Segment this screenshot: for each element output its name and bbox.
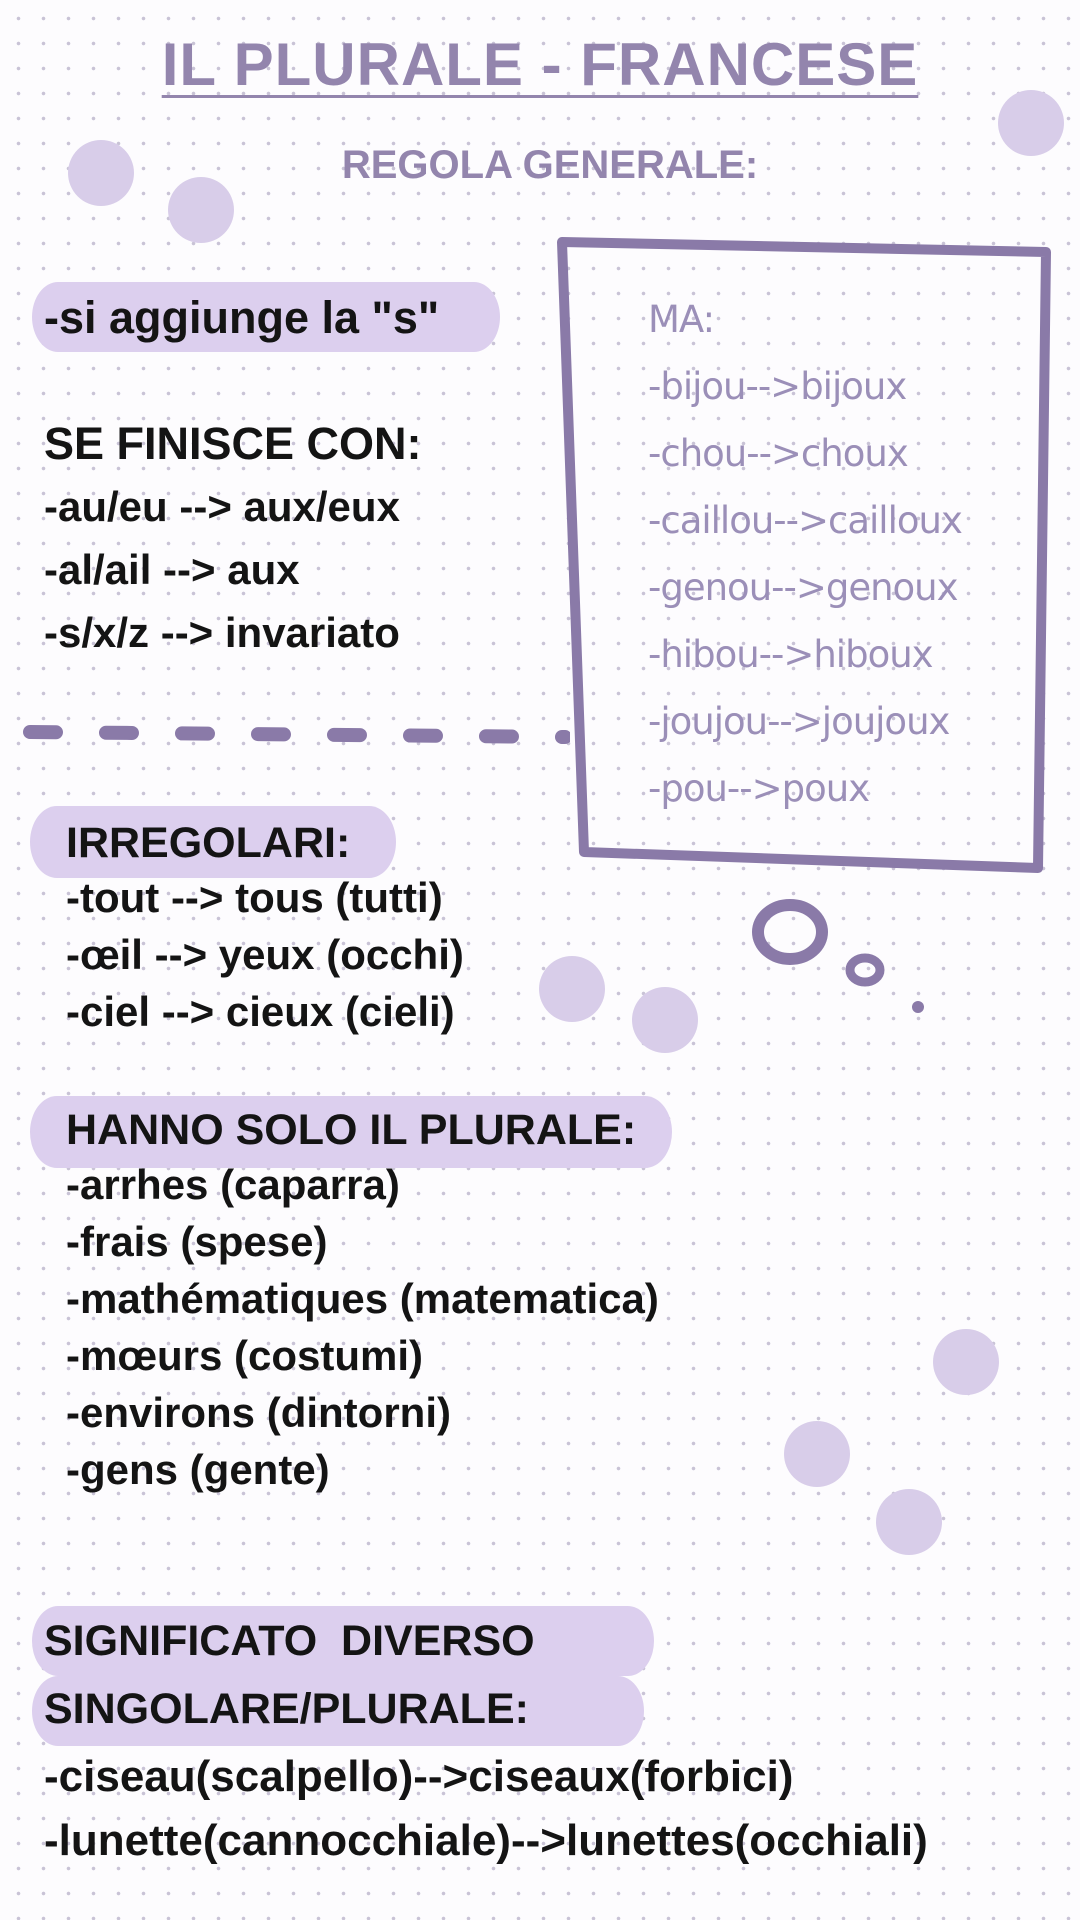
list-item: -lunette(cannocchiale)-->lunettes(occhiali)	[44, 1816, 928, 1865]
list-item: -environs (dintorni)	[66, 1389, 451, 1436]
list-item: -s/x/z --> invariato	[44, 609, 400, 656]
dashed-divider	[20, 720, 570, 750]
different-meaning-heading-line1: SIGNIFICATO DIVERSO	[44, 1617, 535, 1665]
section-subtitle: REGOLA GENERALE:	[341, 143, 759, 187]
list-item: -mœurs (costumi)	[66, 1332, 423, 1379]
decor-dot	[539, 956, 605, 1022]
general-rule: -si aggiunge la "s"	[44, 292, 440, 343]
list-item: -pou-->poux	[648, 767, 870, 810]
exceptions-heading: MA:	[648, 298, 715, 341]
thought-bubbles	[740, 890, 940, 1030]
decor-dot	[876, 1489, 942, 1555]
list-item: -ciel --> cieux (cieli)	[66, 988, 455, 1035]
list-item: -œil --> yeux (occhi)	[66, 931, 464, 978]
list-item: -genou-->genoux	[648, 566, 958, 609]
decor-dot	[784, 1421, 850, 1487]
list-item: -chou-->choux	[648, 432, 908, 475]
list-item: -bijou-->bijoux	[648, 365, 907, 408]
list-item: -gens (gente)	[66, 1446, 330, 1493]
irregular-heading: IRREGOLARI:	[66, 819, 351, 867]
list-item: -au/eu --> aux/eux	[44, 483, 400, 530]
plural-only-heading: HANNO SOLO IL PLURALE:	[66, 1106, 637, 1154]
different-meaning-heading-line2: SINGOLARE/PLURALE:	[44, 1685, 529, 1733]
decor-dot	[632, 987, 698, 1053]
ending-heading: SE FINISCE CON:	[44, 418, 422, 469]
list-item: -arrhes (caparra)	[66, 1161, 400, 1208]
list-item: -caillou-->cailloux	[648, 499, 962, 542]
list-item: -tout --> tous (tutti)	[66, 874, 443, 921]
ending-list	[44, 478, 400, 661]
different-meaning-list	[44, 1745, 928, 1873]
list-item: -joujou-->joujoux	[648, 700, 950, 743]
irregular-list	[66, 869, 464, 1040]
list-item: -ciseau(scalpello)-->ciseaux(forbici)	[44, 1752, 794, 1801]
plural-only-list	[66, 1156, 659, 1498]
list-item: -mathématiques (matematica)	[66, 1275, 659, 1322]
decor-dot	[933, 1329, 999, 1395]
exceptions-box	[648, 286, 962, 822]
list-item: -al/ail --> aux	[44, 546, 300, 593]
list-item: -hibou-->hiboux	[648, 633, 933, 676]
list-item: -frais (spese)	[66, 1218, 328, 1265]
page-title	[0, 30, 1080, 99]
page-title-text: IL PLURALE - FRANCESE	[161, 31, 919, 98]
